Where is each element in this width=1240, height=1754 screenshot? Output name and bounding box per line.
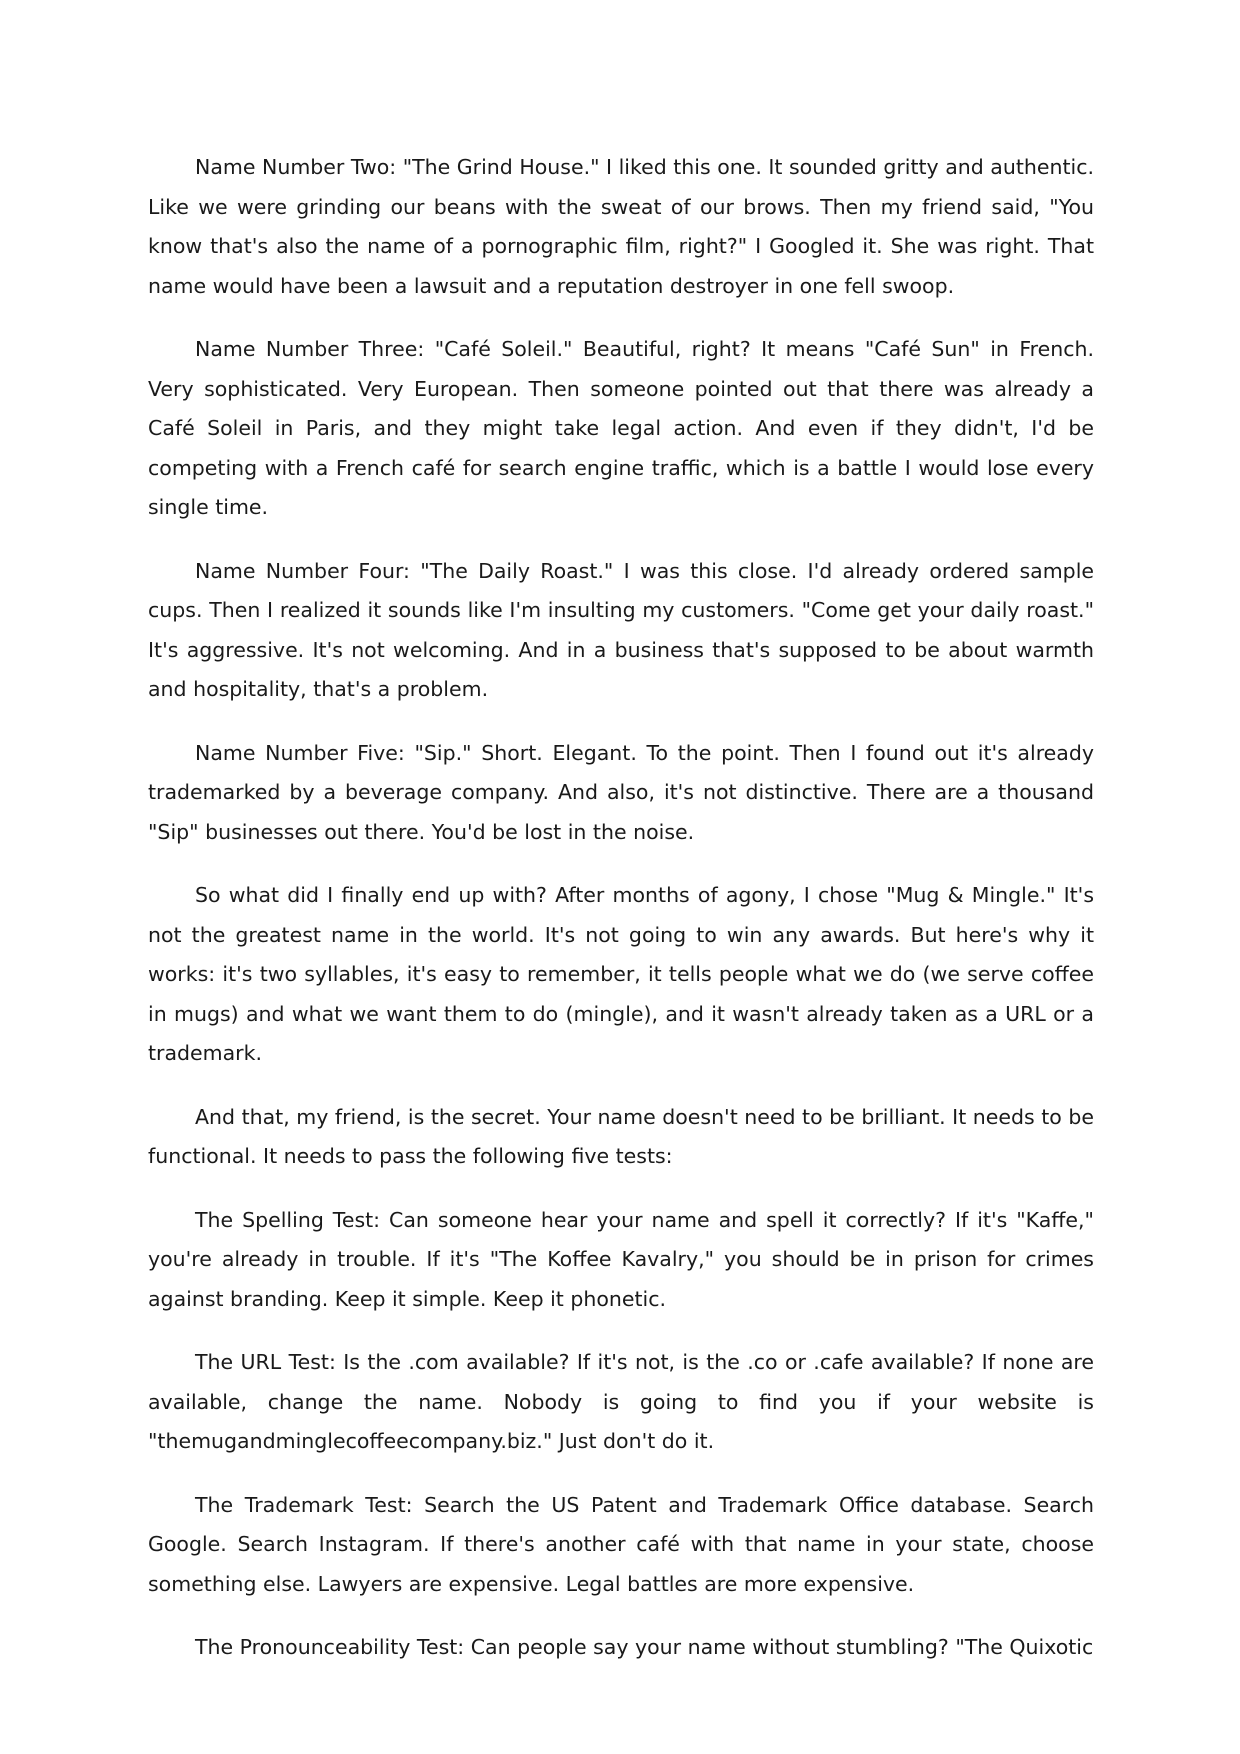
- paragraph-final-choice: So what did I finally end up with? After months of agony, I chose "Mug & Mingle." It's not the greatest name in the world. It's not going to win any awards. But here's why it works: it's two syllables, it's easy to remember, it tells people what we do (we serve coffee in mugs) and what we want them to do (mingle), and it wasn't already taken as a URL or a trademark.: [148, 883, 1094, 1065]
- paragraph-spelling-test: The Spelling Test: Can someone hear your name and spell it correctly? If it's "Kaffe," you're already in trouble. If it's "The Koffee Kavalry," you should be in prison for crimes against branding. Keep it simple. Keep it phonetic.: [148, 1207, 1094, 1311]
- paragraph-name-number-three: Name Number Three: "Café Soleil." Beautiful, right? It means "Café Sun" in French. Very sophisticated. Very European. Then someone pointed out that there was already a Café Soleil in Paris, and they might take legal action. And even if they didn't, I'd be competing with a French café for search engine traffic, which is a battle I would lose every single time.: [148, 337, 1094, 519]
- paragraph-pronounceability-test: The Pronounceability Test: Can people say your name without stumbling? "The Quixotic: [195, 1635, 1094, 1659]
- paragraph-name-number-five: Name Number Five: "Sip." Short. Elegant. To the point. Then I found out it's already trademarked by a beverage company. And also, it's not distinctive. There are a thousand "Sip" businesses out there. You'd be lost in the noise.: [148, 740, 1094, 844]
- paragraph-url-test: The URL Test: Is the .com available? If it's not, is the .co or .cafe available? If none are available, change the name. Nobody is going to find you if your website is "themugandminglecoffeecompany.biz." Just don't do it.: [148, 1350, 1094, 1453]
- paragraph-the-secret: And that, my friend, is the secret. Your name doesn't need to be brilliant. It needs to be functional. It needs to pass the following five tests:: [148, 1104, 1094, 1168]
- document-body: [148, 148, 1094, 1692]
- paragraph-name-number-four: Name Number Four: "The Daily Roast." I was this close. I'd already ordered sample cups. Then I realized it sounds like I'm insulting my customers. "Come get your daily roast." It's aggressive. It's not welcoming. And in a business that's supposed to be about warmth and hospitality, that's a problem.: [148, 558, 1094, 701]
- paragraph-trademark-test: The Trademark Test: Search the US Patent and Trademark Office database. Search Google. Search Instagram. If there's another café with that name in your state, choose something else. Lawyers are expensive. Legal battles are more expensive.: [148, 1492, 1094, 1596]
- paragraph-name-number-two: Name Number Two: "The Grind House." I liked this one. It sounded gritty and authentic. Like we were grinding our beans with the sweat of our brows. Then my friend said, "You know that's also the name of a pornographic film, right?" I Googled it. She was right. That name would have been a lawsuit and a reputation destroyer in one fell swoop.: [148, 155, 1094, 298]
